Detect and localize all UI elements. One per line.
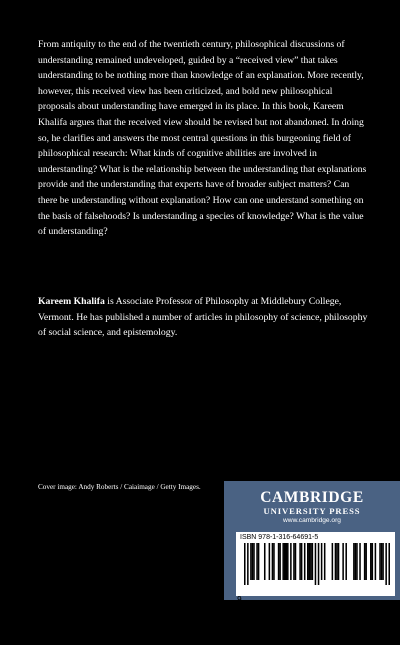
barcode-bar	[315, 543, 317, 585]
barcode-bar	[301, 543, 303, 580]
barcode-bar	[247, 543, 249, 585]
barcode-bar	[295, 543, 297, 580]
barcode-bar	[287, 543, 289, 580]
barcode-bar	[304, 543, 306, 580]
barcode-bar	[282, 543, 284, 580]
barcode-bar	[382, 543, 384, 580]
publisher-box	[224, 481, 400, 634]
barcode-bar	[273, 543, 275, 580]
author-bio-text: is Associate Professor of Philosophy at Middlebury College, Vermont. He has published a number of articles in philosophy of science, philosophy of social science, and epistemology.	[38, 296, 368, 339]
barcode-bar	[379, 543, 381, 580]
barcode-bar	[279, 543, 281, 580]
author-bio	[38, 294, 370, 341]
barcode-bar	[312, 543, 314, 580]
publisher-url: www.cambridge.org	[283, 517, 341, 524]
publisher-subtitle: UNIVERSITY PRESS	[263, 506, 361, 516]
barcode-bar	[258, 543, 260, 580]
barcode-bar	[269, 543, 271, 580]
barcode-digits-left: 781316	[251, 605, 291, 614]
barcode-bar	[252, 543, 254, 580]
barcode-digits-right: 646915	[321, 615, 361, 624]
barcode-bar	[318, 543, 320, 585]
barcode-bar	[336, 543, 338, 580]
barcode-bar	[272, 543, 274, 580]
barcode-bar	[244, 543, 246, 585]
barcode-bar	[353, 543, 355, 580]
publisher-name: CAMBRIDGE	[260, 489, 364, 506]
barcode-bar	[385, 543, 387, 585]
barcode-bar	[345, 543, 347, 580]
barcode-bar	[355, 543, 357, 580]
barcode-digit-end: >	[388, 625, 393, 634]
barcode-bar	[342, 543, 344, 580]
barcode-bar	[388, 543, 390, 585]
barcode-bar	[264, 543, 266, 580]
barcode-digits	[236, 585, 395, 645]
barcode-bar	[372, 543, 374, 580]
blurb-text: From antiquity to the end of the twentieth century, philosophical discussions of understanding remained undeveloped, guided by a “received view” that takes understanding to be nothing more than knowledge of an explanation. More recently, however, this received view has been criticized, and bold new philosophical proposals about understanding have emerged in its place. In this book, Kareem Khalifa argues that the received view should be revised but not abandoned. In doing so, he clarifies and answers the most central questions in this burgeoning field of philosophical research: What kinds of cognitive abilities are involved in understanding? What is the relationship between the understanding that explanations provide and the understanding that experts have of broader subject matters? Can there be understanding without explanation? How can one understand something on the basis of falsehoods? Is understanding a species of knowledge? What is the value of understanding?	[38, 39, 367, 238]
barcode-bar	[332, 543, 334, 580]
barcode-bar	[324, 543, 326, 580]
barcode-panel	[236, 532, 395, 634]
barcode-bar	[375, 543, 377, 580]
barcode-bar	[321, 543, 323, 580]
barcode-bar	[365, 543, 367, 580]
isbn-label: ISBN 978-1-316-64691-5	[240, 534, 319, 541]
barcode-bar	[293, 543, 295, 580]
barcode-bar	[335, 543, 337, 580]
barcode-bar	[253, 543, 255, 580]
barcode-bar	[310, 543, 312, 580]
cover-image-credit: Cover image: Andy Roberts / Caiaimage / Getty Images.	[38, 483, 201, 491]
barcode-bar	[278, 543, 280, 580]
barcode-digit-first: 9	[237, 595, 242, 604]
barcode-bar	[290, 543, 292, 580]
barcode-bar	[285, 543, 287, 580]
barcode-bar	[250, 543, 252, 580]
barcode-bar	[381, 543, 383, 580]
barcode-bar	[370, 543, 372, 580]
barcode-bar	[364, 543, 366, 580]
author-name: Kareem Khalifa	[38, 296, 105, 307]
barcode-bar	[338, 543, 340, 580]
barcode-bar	[256, 543, 258, 580]
barcode-bar	[359, 543, 361, 580]
barcode-bar	[309, 543, 311, 580]
barcode-bar	[284, 543, 286, 580]
barcode-bar	[307, 543, 309, 580]
barcode-image	[244, 543, 390, 585]
barcode-bar	[356, 543, 358, 580]
barcode-bar	[299, 543, 301, 580]
